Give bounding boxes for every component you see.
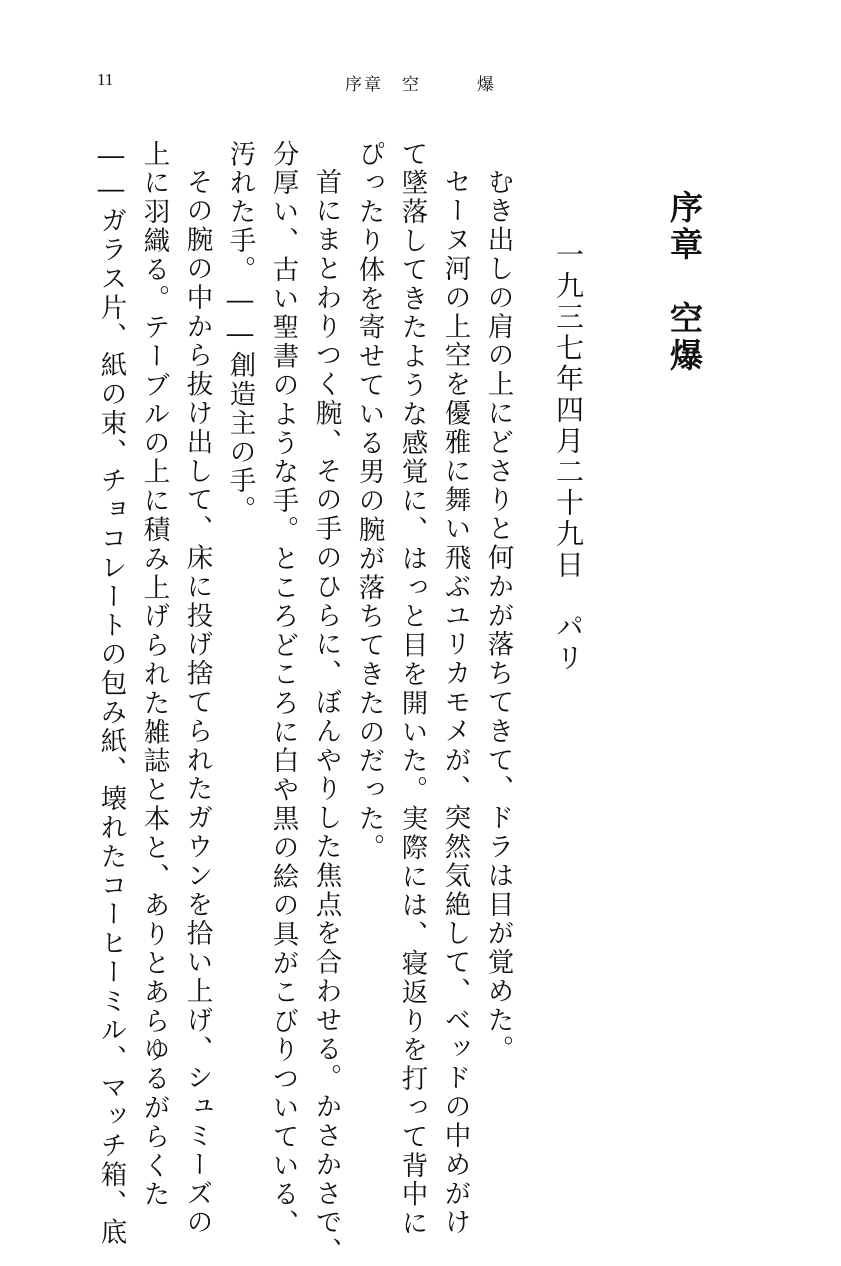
body-line: 首にまとわりつく腕、その手のひらに、ぼんやりした焦点を合わせる。かさかさで、 xyxy=(310,168,342,1266)
body-line: ぴったり体を寄せている男の腕が落ちてきたのだった。 xyxy=(353,140,385,863)
body-line: 上に羽織る。テーブルの上に積み上げられた雑誌と本と、ありとあらゆるがらくた xyxy=(138,140,170,1210)
body-line: その腕の中から抜け出して、床に投げ捨てられたガウンを拾い上げ、シュミーズの xyxy=(181,168,213,1238)
body-line: セーヌ河の上空を優雅に舞い飛ぶユリカモメが、突然気絶して、ベッドの中めがけ xyxy=(439,168,471,1238)
body-line: 分厚い、古い聖書のような手。ところどころに白や黒の絵の具がこびりついている、 xyxy=(267,140,299,1239)
body-line: 汚れた手。――創造主の手。 xyxy=(224,140,256,525)
chapter-dateline: 一九三七年四月二十九日 パリ xyxy=(552,240,585,674)
body-line: て墜落してきたような感覚に、はっと目を開いた。実際には、寝返りを打って背中に xyxy=(396,140,428,1239)
running-head-title: 爆 xyxy=(477,75,496,95)
running-head-chapter: 序章 空 xyxy=(345,75,421,95)
body-line: ――ガラス片、紙の束、チョコレートの包み紙、壊れたコーヒーミル、マッチ箱、底 xyxy=(95,140,127,1248)
page-number: 11 xyxy=(97,70,114,89)
body-line: むき出しの肩の上にどさりと何かが落ちてきて、ドラは目が覚めた。 xyxy=(482,168,514,1064)
chapter-title: 序章 空爆 xyxy=(665,190,704,375)
